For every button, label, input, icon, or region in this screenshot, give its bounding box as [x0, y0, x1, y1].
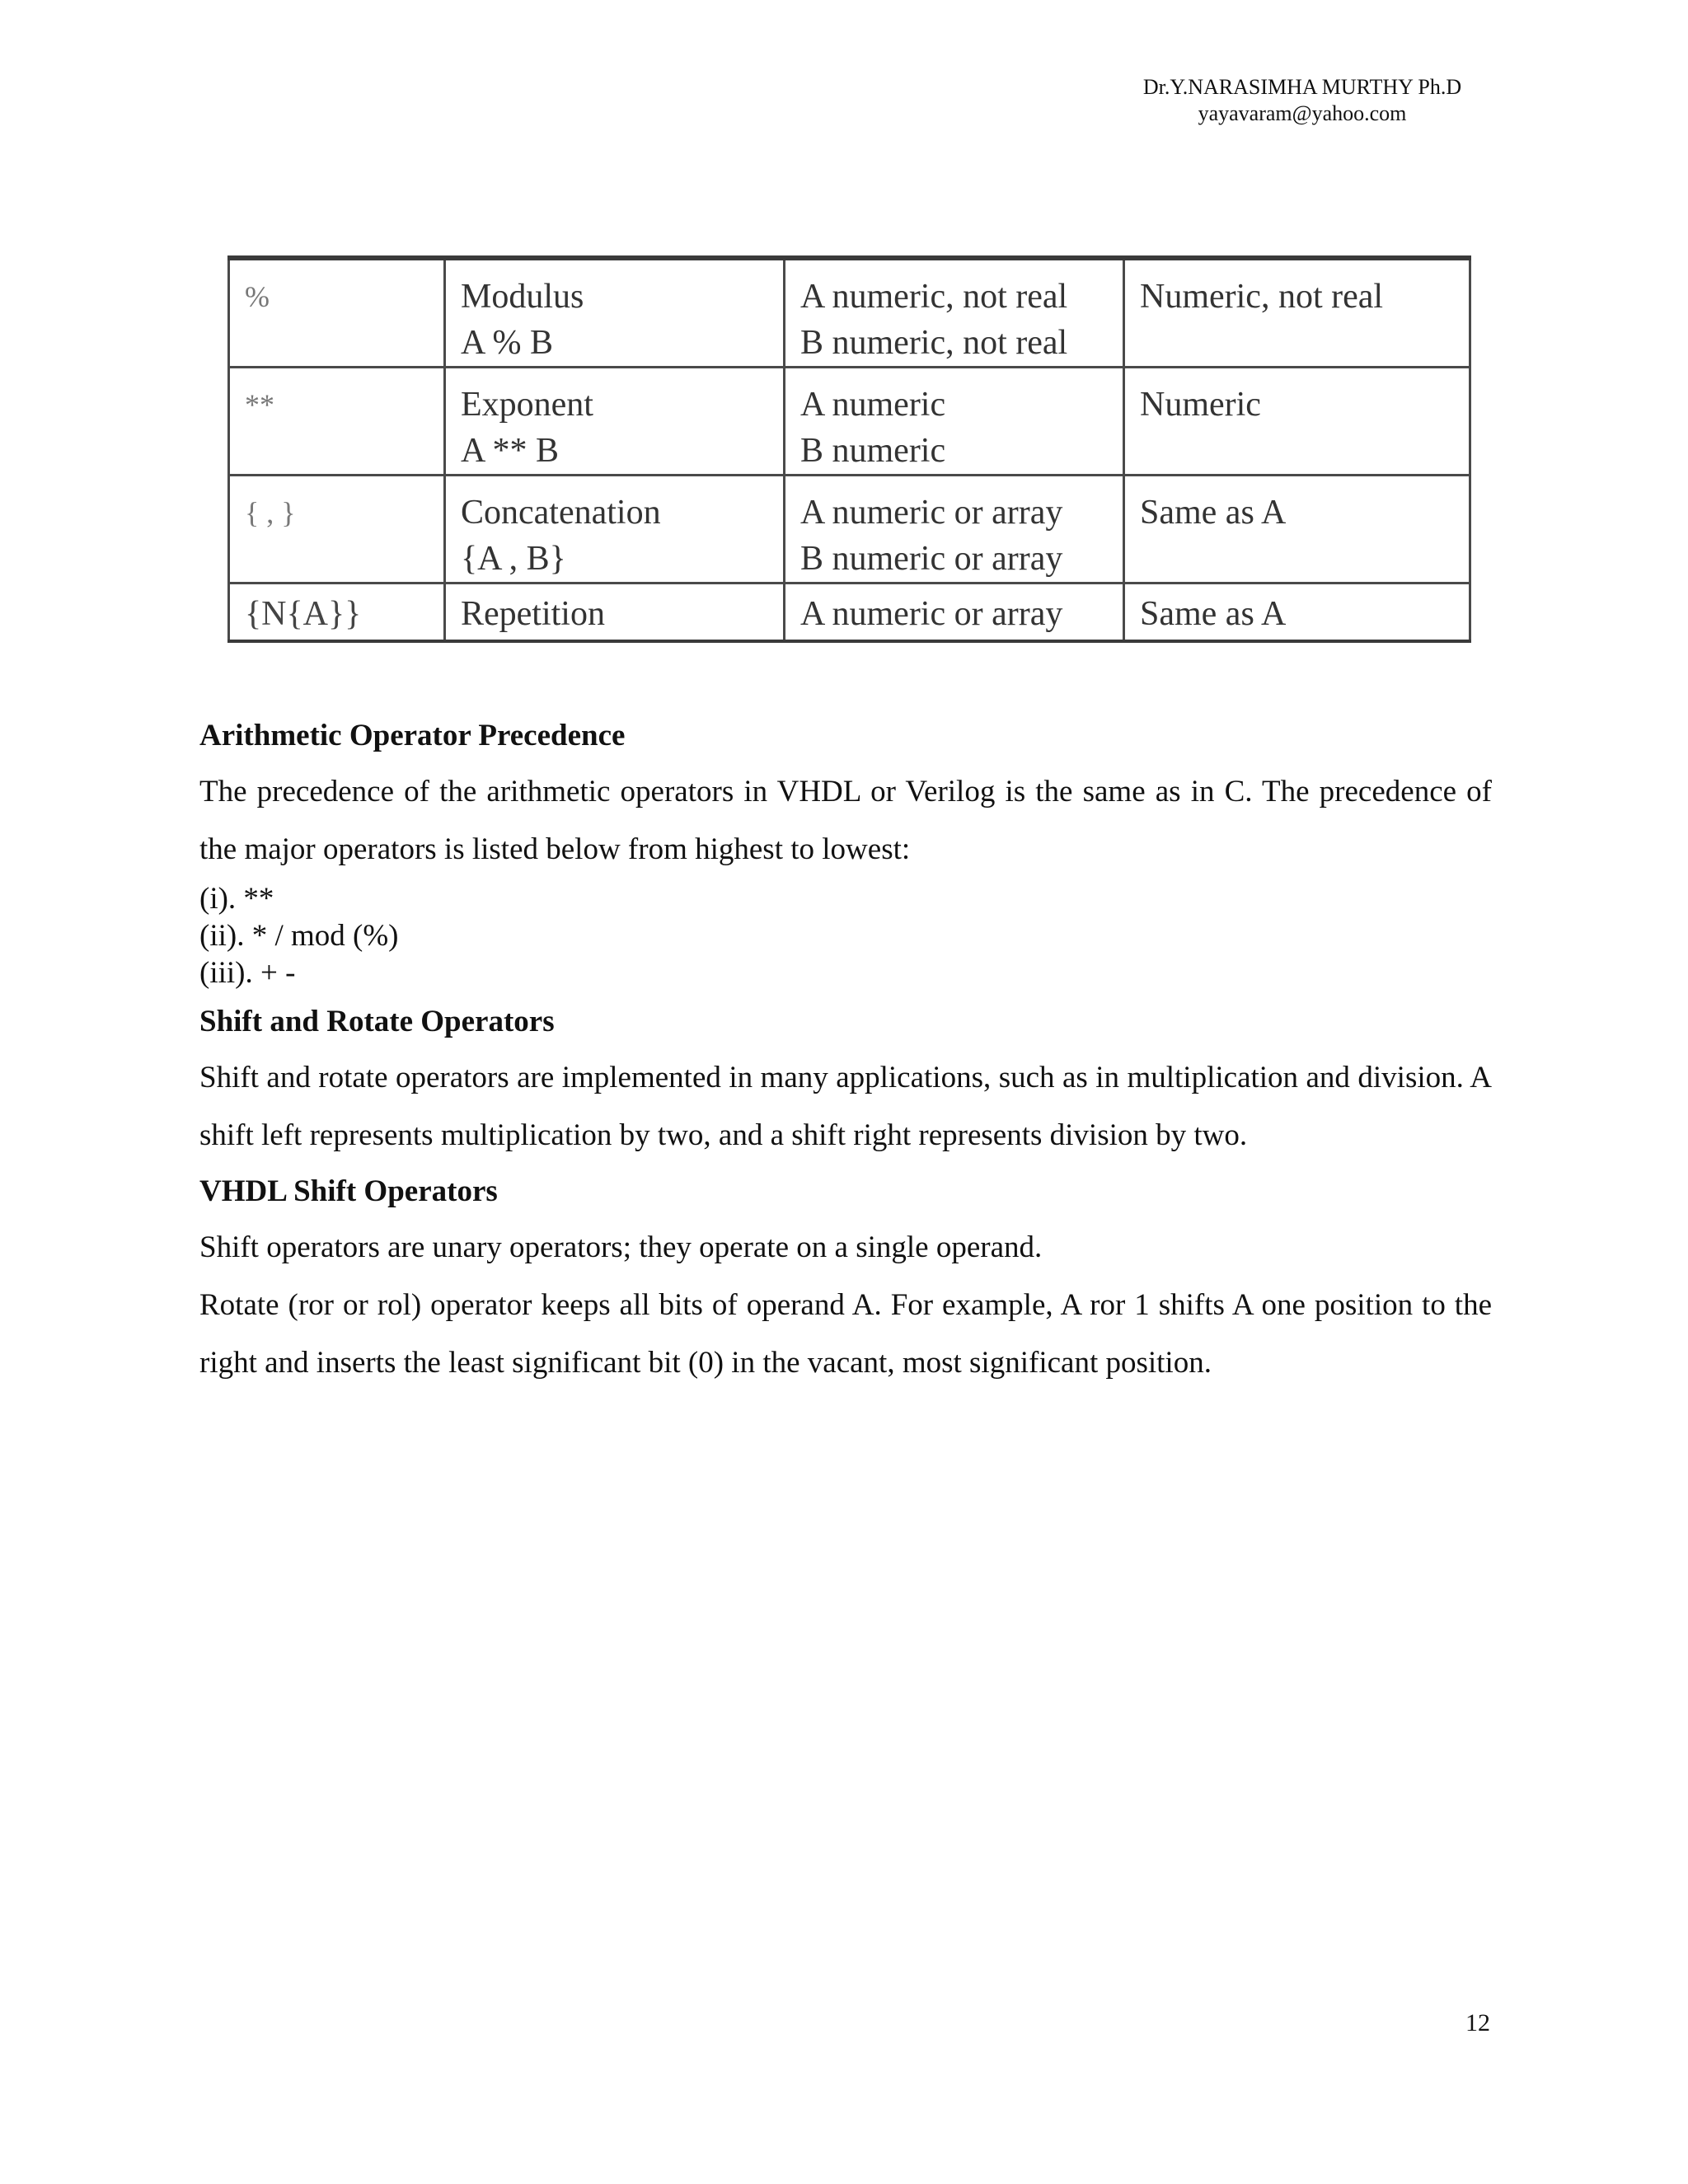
list-item: (ii). * / mod (%)	[199, 919, 399, 953]
author-name: Dr.Y.NARASIMHA MURTHY Ph.D	[1142, 75, 1462, 99]
page-number: 12	[1465, 2009, 1490, 2036]
table-row	[229, 583, 1470, 641]
operator-name: Concatenation	[461, 494, 661, 532]
result-cell: Same as A	[1124, 476, 1470, 583]
list-item: (i). **	[199, 882, 274, 916]
table-row	[229, 258, 1470, 368]
operands-cell: A numeric or array B numeric or array	[785, 476, 1124, 583]
vhdl-shift-heading: VHDL Shift Operators	[199, 1174, 498, 1208]
operator-table	[227, 255, 1471, 643]
description-cell	[445, 368, 785, 476]
author-email: yayavaram@yahoo.com	[1198, 101, 1407, 125]
precedence-paragraph: The precedence of the arithmetic operators in VHDL or Verilog is the same as in C. The precedence of the major operators is listed below from highest to lowest:	[199, 775, 1492, 866]
precedence-list	[199, 880, 1492, 991]
operator-cell: { , }	[229, 476, 445, 583]
shift-rotate-heading: Shift and Rotate Operators	[199, 1005, 555, 1038]
result-cell: Numeric, not real	[1124, 258, 1470, 368]
operands-cell: A numeric or array	[785, 583, 1124, 641]
document-body	[199, 709, 1492, 1392]
operator-cell: %	[229, 258, 445, 368]
vhdl-shift-paragraph-1: Shift operators are unary operators; they operate on a single operand.	[199, 1230, 1043, 1264]
operator-example: A ** B	[461, 432, 560, 470]
operands-cell: A numeric, not real B numeric, not real	[785, 258, 1124, 368]
description-cell	[445, 258, 785, 368]
precedence-heading: Arithmetic Operator Precedence	[199, 719, 626, 752]
operands-cell: A numeric B numeric	[785, 368, 1124, 476]
operator-cell: {N{A}}	[229, 583, 445, 641]
operator-name: Repetition	[461, 595, 605, 633]
operator-example: A % B	[461, 324, 554, 362]
result-cell: Same as A	[1124, 583, 1470, 641]
operator-name: Exponent	[461, 386, 593, 424]
description-cell	[445, 476, 785, 583]
page-header	[1071, 74, 1533, 127]
shift-rotate-paragraph: Shift and rotate operators are implemented in many applications, such as in multiplication and division. A shift left represents multiplication by two, and a shift right represents division by two.	[199, 1061, 1492, 1152]
table-row	[229, 368, 1470, 476]
vhdl-shift-paragraph-2: Rotate (ror or rol) operator keeps all bits of operand A. For example, A ror 1 shifts A one position to the right and inserts the least significant bit (0) in the vacant, most significant position.	[199, 1288, 1492, 1380]
operator-example: {A , B}	[461, 540, 566, 578]
operator-name: Modulus	[461, 278, 584, 316]
operator-cell: **	[229, 368, 445, 476]
table-row	[229, 476, 1470, 583]
description-cell	[445, 583, 785, 641]
list-item: (iii). + -	[199, 956, 296, 990]
result-cell: Numeric	[1124, 368, 1470, 476]
